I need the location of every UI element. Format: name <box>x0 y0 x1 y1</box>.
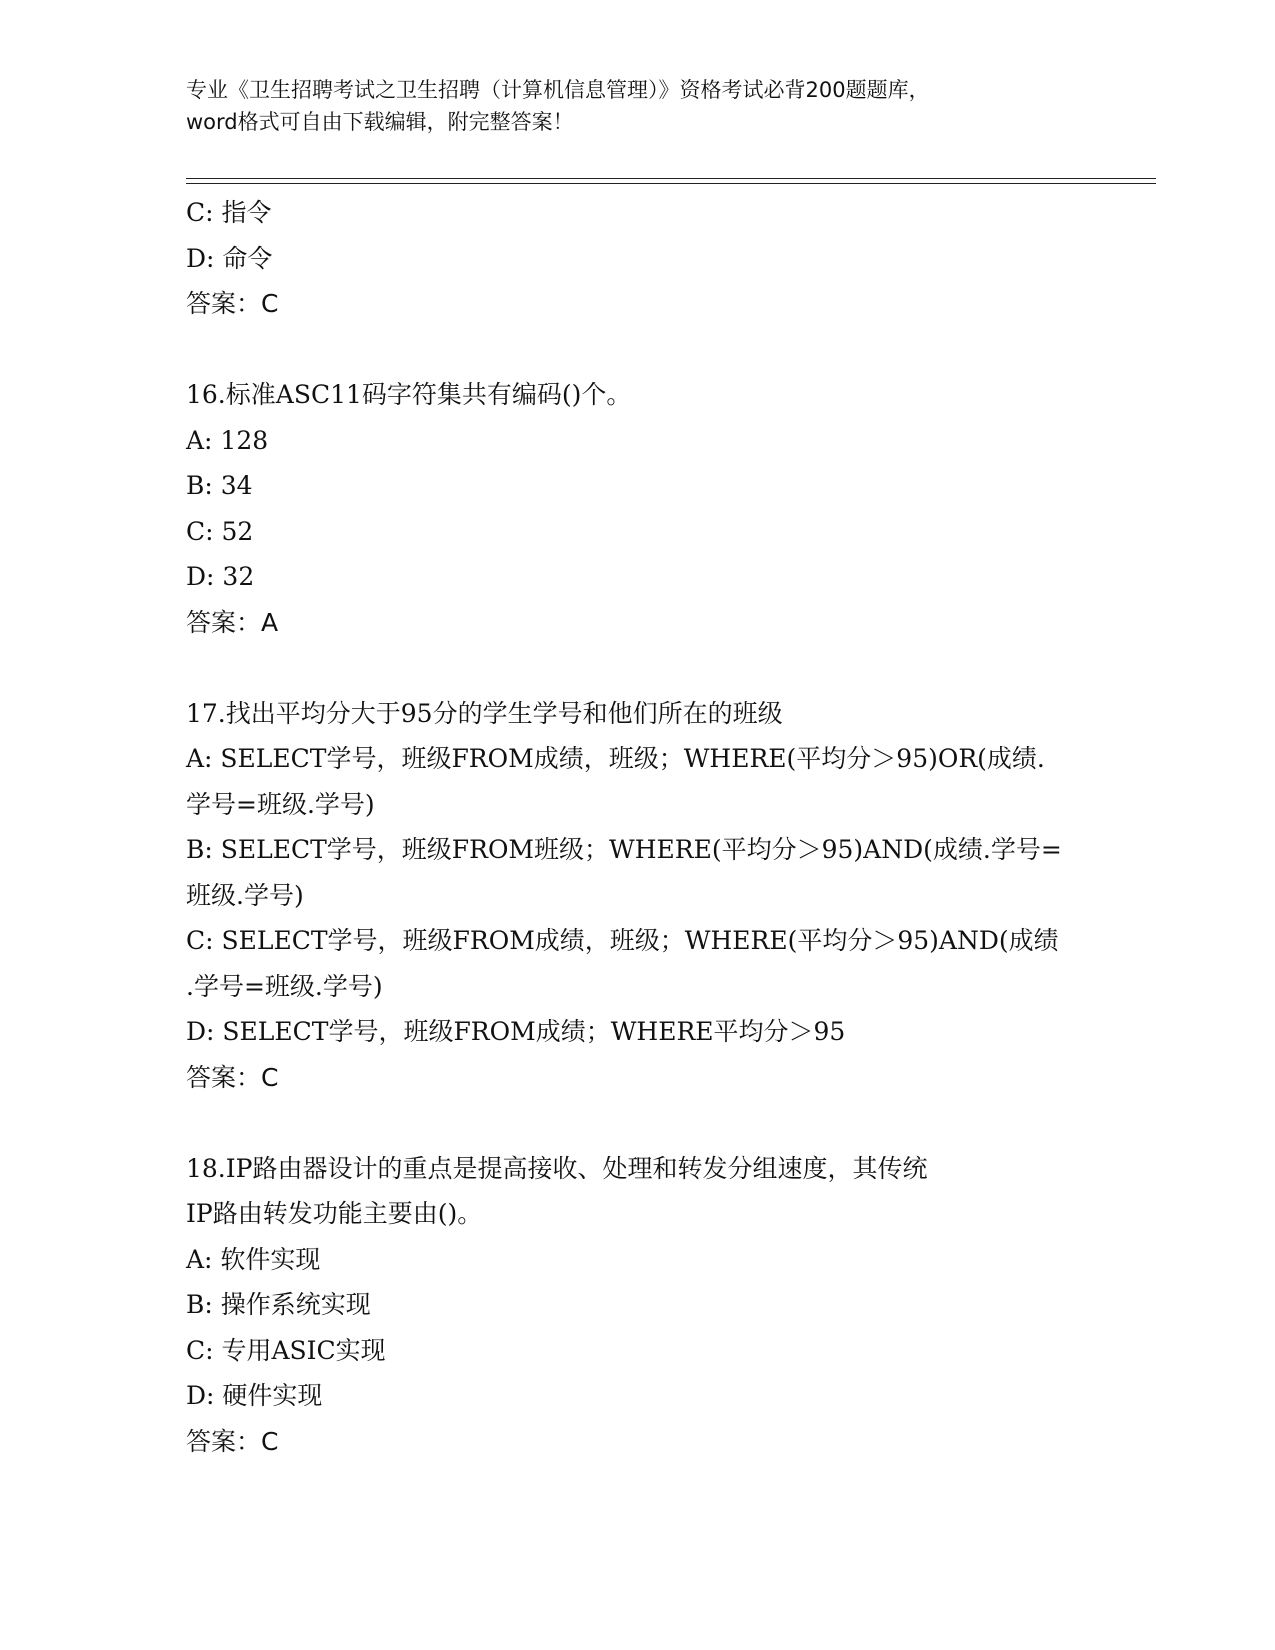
option-c: C: 专用ASIC实现 <box>186 1335 386 1365</box>
question-block-prev <box>186 190 1086 327</box>
option-a: A: SELECT学号，班级FROM成绩，班级；WHERE(平均分＞95)OR(成绩. <box>186 744 1045 773</box>
header-rule-bottom <box>186 183 1156 184</box>
option-a: A: 软件实现 <box>186 1244 321 1274</box>
answer-line: 答案：C <box>186 1426 279 1456</box>
option-d: D: 硬件实现 <box>186 1381 323 1410</box>
header-rule-top <box>186 178 1156 179</box>
question-block-18 <box>186 1146 1086 1465</box>
question-block-17 <box>186 691 1086 1101</box>
option-d: D: SELECT学号，班级FROM成绩；WHERE平均分＞95 <box>186 1017 846 1046</box>
answer-line: 答案：A <box>186 607 279 637</box>
question-list <box>186 190 1086 1464</box>
answer-line: 答案：C <box>186 289 279 318</box>
question-stem: 17.找出平均分大于95分的学生学号和他们所在的班级 <box>186 698 783 728</box>
question-stem: 18.IP路由器设计的重点是提高接收、处理和转发分组速度，其传统 <box>186 1153 928 1183</box>
option-b: B: 操作系统实现 <box>186 1290 371 1319</box>
spacer <box>186 327 1086 373</box>
option-a: A: 128 <box>186 425 269 455</box>
header-line-1: 专业《卫生招聘考试之卫生招聘（计算机信息管理）》资格考试必背200题题库， <box>186 78 930 102</box>
option-c: C: 指令 <box>186 198 272 227</box>
option-b: B: 34 <box>186 471 253 500</box>
header-line-2: word格式可自由下载编辑，附完整答案！ <box>186 110 574 134</box>
option-c-continued: .学号=班级.学号) <box>186 971 383 1001</box>
option-c: C: SELECT学号，班级FROM成绩，班级；WHERE(平均分＞95)AND(成绩 <box>186 926 1059 955</box>
spacer <box>186 645 1086 691</box>
option-a-continued: 学号=班级.学号) <box>186 789 375 819</box>
option-b: B: SELECT学号，班级FROM班级；WHERE(平均分＞95)AND(成绩.学号= <box>186 835 1062 864</box>
option-d: D: 32 <box>186 562 255 591</box>
option-b-continued: 班级.学号) <box>186 880 304 910</box>
option-c: C: 52 <box>186 516 254 546</box>
option-d: D: 命令 <box>186 243 273 273</box>
spacer <box>186 1100 1086 1146</box>
question-stem-continued: IP路由转发功能主要由()。 <box>186 1199 483 1228</box>
answer-line: 答案：C <box>186 1062 279 1092</box>
question-block-16 <box>186 372 1086 645</box>
document-header <box>186 74 1086 138</box>
question-stem: 16.标准ASC11码字符集共有编码()个。 <box>186 380 632 409</box>
